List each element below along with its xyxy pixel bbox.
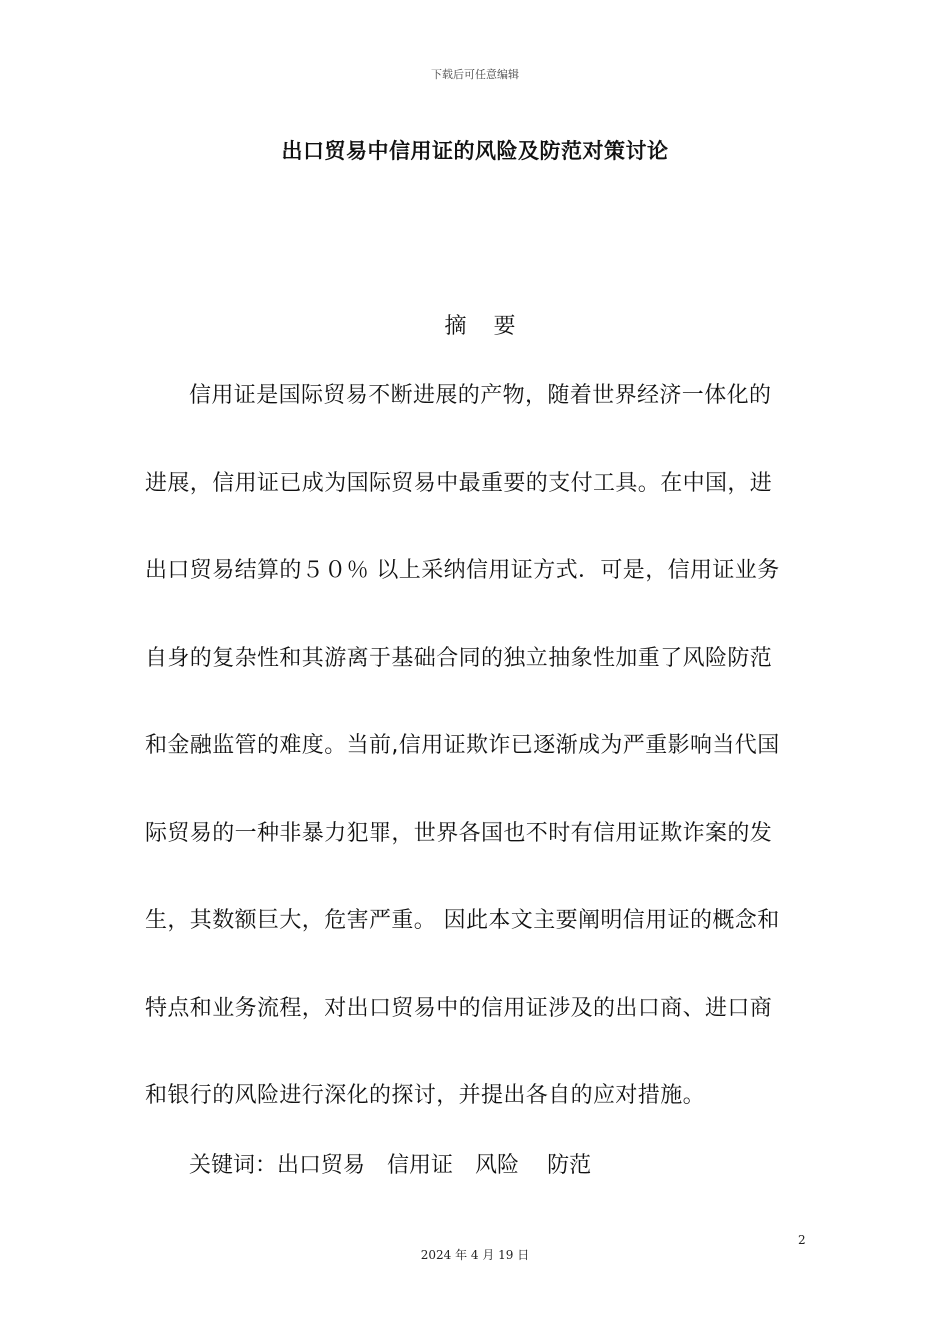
abstract-line: 进展，信用证已成为国际贸易中最重要的支付工具。在中国，进 (145, 470, 773, 496)
keyword-item: 出口贸易 (277, 1153, 366, 1178)
keyword-item: 信用证 (387, 1153, 454, 1178)
header-note: 下载后可任意编辑 (431, 68, 519, 81)
keyword-item: 防范 (547, 1153, 592, 1178)
document-title: 出口贸易中信用证的风险及防范对策讨论 (281, 139, 669, 163)
keywords-line (189, 1148, 613, 1184)
abstract-line: 际贸易的一种非暴力犯罪，世界各国也不时有信用证欺诈案的发 (145, 820, 773, 846)
abstract-body (145, 374, 807, 1162)
footer-date: 2024 年 4 月 19 日 (420, 1248, 530, 1262)
abstract-line: 和金融监管的难度。当前,信用证欺诈已逐渐成为严重影响当代国 (145, 733, 780, 758)
keyword-item: 风险 (475, 1153, 520, 1178)
abstract-line: 特点和业务流程，对出口贸易中的信用证涉及的出口商、进口商 (145, 995, 773, 1021)
abstract-line: 自身的复杂性和其游离于基础合同的独立抽象性加重了风险防范 (145, 645, 773, 671)
abstract-line: 和银行的风险进行深化的探讨，并提出各自的应对措施。 (145, 1083, 706, 1108)
abstract-line: 出口贸易结算的５０％ 以上采纳信用证方式．可是，信用证业务 (145, 558, 780, 583)
page-number: 2 (798, 1233, 806, 1247)
abstract-line: 生，其数额巨大，危害严重。 因此本文主要阐明信用证的概念和 (145, 908, 780, 933)
abstract-heading: 摘 要 (444, 314, 526, 339)
abstract-line: 信用证是国际贸易不断进展的产物，随着世界经济一体化的 (189, 383, 772, 408)
keywords-label: 关键词： (189, 1153, 278, 1178)
